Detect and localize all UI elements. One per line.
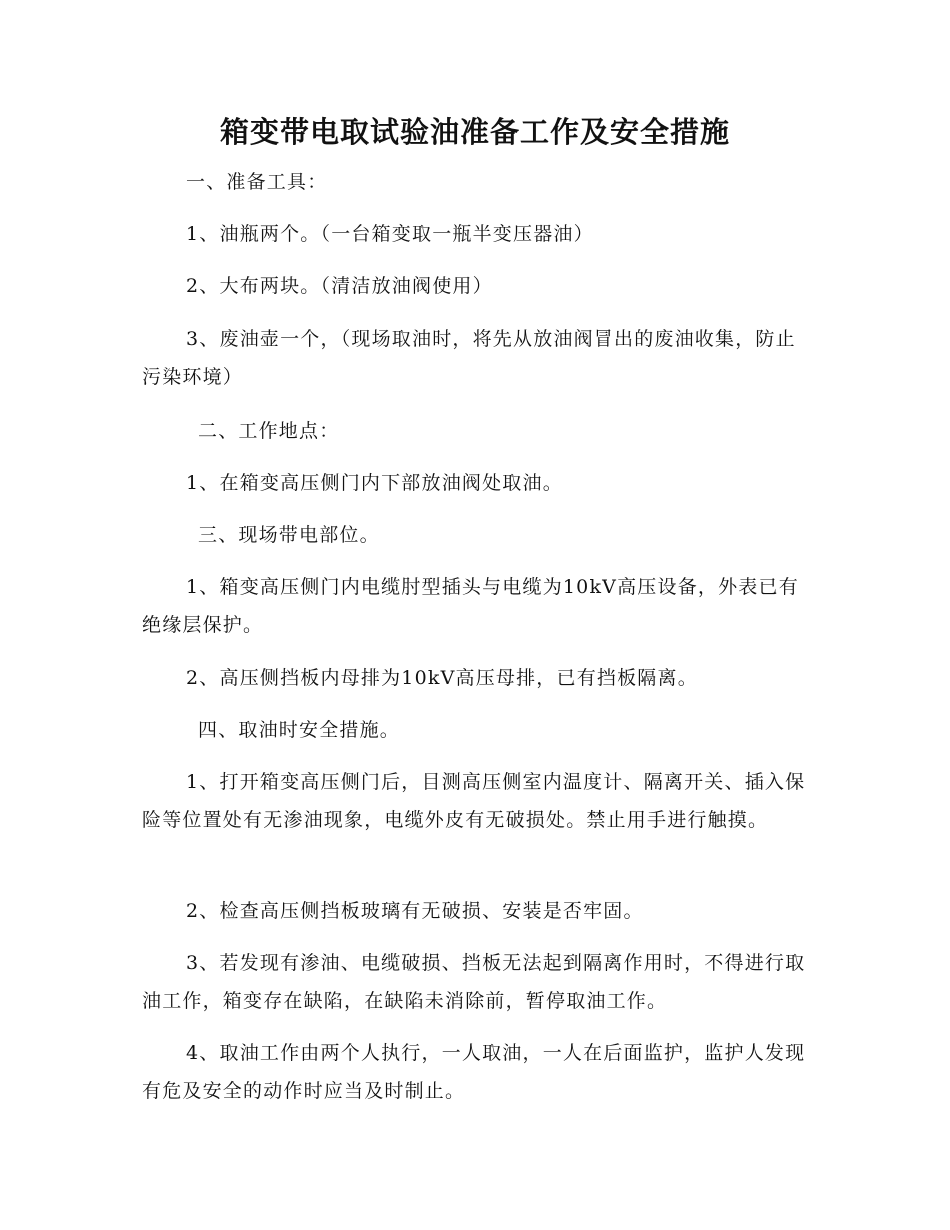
paragraph: 3、废油壶一个，（现场取油时，将先从放油阀冒出的废油收集，防止污染环境） [142,328,796,388]
paragraph: 1、在箱变高压侧门内下部放油阀处取油。 [186,472,563,494]
section-heading-live-parts: 三、现场带电部位。 [198,524,380,546]
paragraph: 1、打开箱变高压侧门后，目测高压侧室内温度计、隔离开关、插入保险等位置处有无渗油现象，电缆外皮有无破损处。禁止用手进行触摸。 [142,771,806,831]
paragraph: 3、若发现有渗油、电缆破损、挡板无法起到隔离作用时，不得进行取油工作，箱变存在缺陷，在缺陷未消除前，暂停取油工作。 [142,952,806,1012]
section-heading-safety: 四、取油时安全措施。 [198,719,401,741]
section-heading-location: 二、工作地点： [198,420,340,442]
paragraph: 2、大布两块。（清洁放油阀使用） [186,275,493,297]
section-heading-tools: 一、准备工具： [186,171,328,193]
paragraph: 4、取油工作由两个人执行，一人取油，一人在后面监护，监护人发现有危及安全的动作时应当及时制止。 [142,1042,806,1102]
paragraph: 2、检查高压侧挡板玻璃有无破损、安装是否牢固。 [186,900,644,922]
paragraph: 2、高压侧挡板内母排为10kV高压母排，已有挡板隔离。 [186,667,698,689]
document-title: 箱变带电取试验油准备工作及安全措施 [219,115,730,149]
paragraph: 1、箱变高压侧门内电缆肘型插头与电缆为10kV高压设备，外表已有绝缘层保护。 [142,576,799,636]
paragraph: 1、油瓶两个。（一台箱变取一瓶半变压器油） [186,223,594,245]
